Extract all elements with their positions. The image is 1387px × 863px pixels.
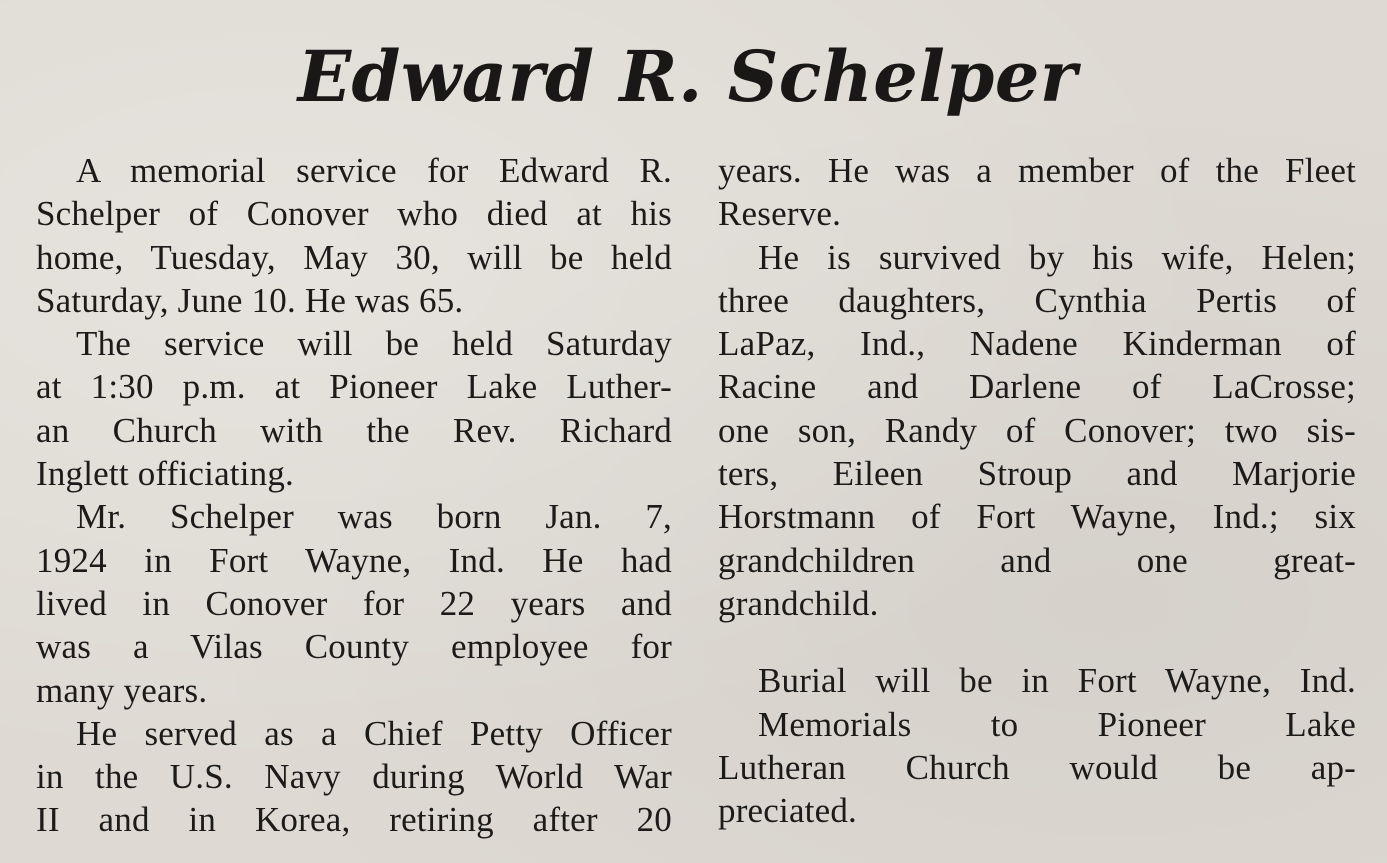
text-line: at 1:30 p.m. at Pioneer Lake Luther- xyxy=(36,367,672,407)
text-line: lived in Conover for 22 years and xyxy=(36,583,672,623)
text-line: one son, Randy of Conover; two sis- xyxy=(718,410,1356,450)
text-line: Racine and Darlene of LaCrosse; xyxy=(718,367,1356,407)
text-line: A memorial service for Edward R. xyxy=(76,151,672,190)
text-line: home, Tuesday, May 30, will be held xyxy=(36,237,672,277)
text-line: Lutheran Church would be ap- xyxy=(718,747,1356,787)
text-line: Schelper of Conover who died at his xyxy=(36,194,672,234)
left-column xyxy=(36,149,672,839)
text-line: ters, Eileen Stroup and Marjorie xyxy=(718,454,1356,494)
text-line: Reserve. xyxy=(718,194,842,234)
text-line: an Church with the Rev. Richard xyxy=(36,410,672,450)
text-line: preciated. xyxy=(718,791,857,831)
text-line: grandchildren and one great- xyxy=(718,540,1356,580)
text-line: Inglett officiating. xyxy=(36,454,295,494)
text-line: He served as a Chief Petty Officer xyxy=(76,713,672,753)
right-column xyxy=(718,149,1356,839)
text-line: in the U.S. Navy during World War xyxy=(36,757,672,797)
text-line: many years. xyxy=(36,670,208,710)
obituary-headline: Edward R. Schelper xyxy=(297,35,1078,118)
text-line: Mr. Schelper was born Jan. 7, xyxy=(76,497,672,537)
text-line: three daughters, Cynthia Pertis of xyxy=(718,280,1356,320)
text-line: II and in Korea, retiring after 20 xyxy=(36,800,672,839)
text-line: He is survived by his wife, Helen; xyxy=(758,237,1356,277)
text-line: 1924 in Fort Wayne, Ind. He had xyxy=(36,540,672,580)
text-line: LaPaz, Ind., Nadene Kinderman of xyxy=(718,324,1356,364)
text-line: years. He was a member of the Fleet xyxy=(718,151,1356,190)
text-line: Memorials to Pioneer Lake xyxy=(758,704,1356,744)
text-line: Horstmann of Fort Wayne, Ind.; six xyxy=(718,497,1356,537)
text-line: The service will be held Saturday xyxy=(76,324,672,364)
text-line: was a Vilas County employee for xyxy=(36,627,672,667)
text-line: Saturday, June 10. He was 65. xyxy=(36,280,464,320)
text-line: grandchild. xyxy=(718,583,879,623)
text-line: Burial will be in Fort Wayne, Ind. xyxy=(758,661,1356,701)
